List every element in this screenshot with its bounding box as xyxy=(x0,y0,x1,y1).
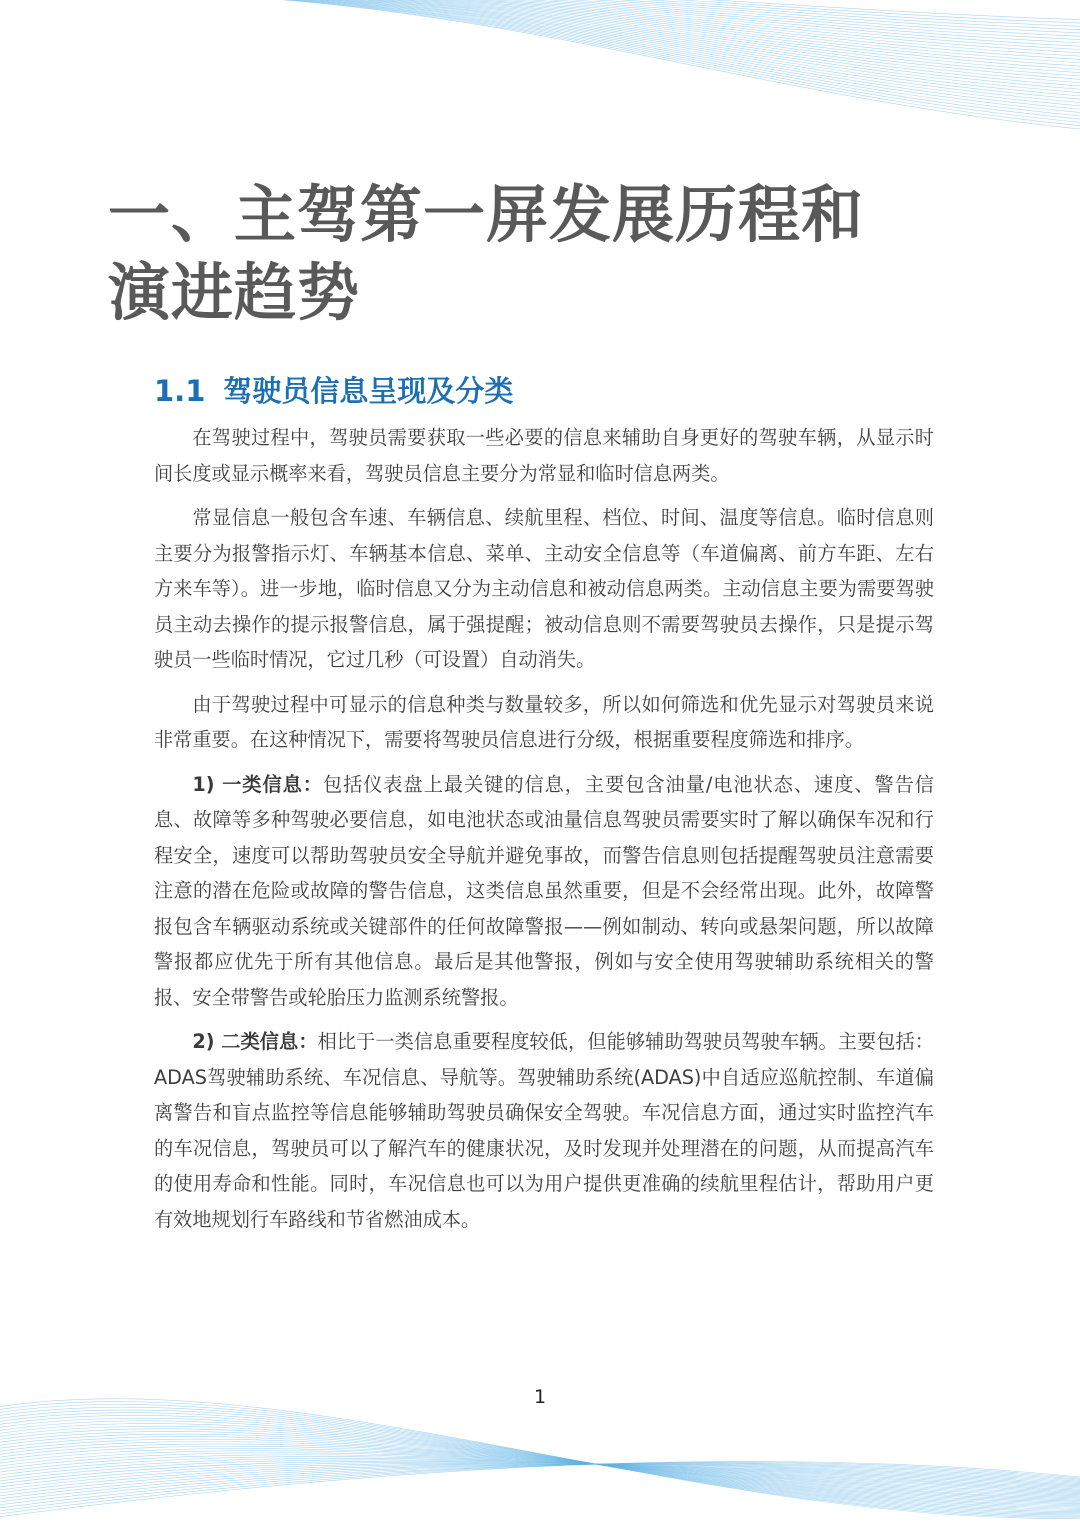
paragraph-class-1 xyxy=(154,767,934,1016)
wave-line xyxy=(0,1426,1080,1507)
wave-line xyxy=(260,0,1080,97)
wave-line xyxy=(260,0,1080,57)
wave-line xyxy=(0,1463,1080,1509)
wave-line xyxy=(260,0,1080,77)
section-title: 驾驶员信息呈现及分类 xyxy=(223,374,514,408)
wave-line xyxy=(260,0,1080,103)
wave-line xyxy=(260,0,1080,73)
wave-line xyxy=(260,0,1080,110)
wave-line xyxy=(260,0,1080,117)
wave-line xyxy=(260,0,1080,67)
wave-line xyxy=(260,0,1080,80)
wave-line xyxy=(260,0,1080,87)
wave-line xyxy=(260,0,1080,93)
wave-line xyxy=(260,0,1080,43)
wave-line xyxy=(260,0,1080,127)
wave-line xyxy=(0,1446,1080,1498)
wave-line xyxy=(260,0,1080,113)
wave-line xyxy=(260,0,1080,30)
wave-line xyxy=(0,1455,1080,1494)
wave-line xyxy=(0,1464,1080,1503)
wave-line xyxy=(0,1448,1080,1497)
class-2-lead: 2) 二类信息： xyxy=(192,1030,318,1053)
wave-line xyxy=(260,0,1080,60)
wave-line xyxy=(0,1415,1080,1511)
wave-line xyxy=(260,0,1080,90)
wave-line xyxy=(0,1462,1080,1515)
wave-line xyxy=(0,1407,1080,1515)
top-wave-decoration xyxy=(0,0,1080,140)
wave-line xyxy=(260,0,1080,63)
wave-line xyxy=(0,1404,1080,1516)
wave-line xyxy=(0,1442,1080,1501)
wave-line xyxy=(0,1444,1080,1500)
wave-line xyxy=(260,0,1080,70)
wave-line xyxy=(0,1460,1080,1491)
wave-line xyxy=(260,0,1080,20)
chapter-title-line-2: 演进趋势 xyxy=(108,256,361,329)
paragraph-1: 在驾驶过程中，驾驶员需要获取一些必要的信息来辅助自身更好的驾驶车辆，从显示时间长度或显示概率来看，驾驶员信息主要分为常显和临时信息两类。 xyxy=(154,426,934,485)
wave-line xyxy=(0,1464,1080,1506)
wave-line xyxy=(260,0,1080,37)
wave-line xyxy=(0,1453,1080,1496)
wave-line xyxy=(260,0,1080,107)
class-1-body: 包括仪表盘上最关键的信息，主要包含油量/电池状态、速度、警告信息、故障等多种驾驶必要信息，如电池状态或油量信息驾驶员需要实时了解以确保车况和行程安全，速度可以帮助驾驶员安全导航并避免事故，而警告信息则包括提醒驾驶员注意需要注意的潜在危险或故障的警告信息，这类信息虽然重要，但是不会经常出现。此外，故障警报包含车辆驱动系统或关键部件的任何故障警报——例如制动、转向或悬架问题，所以故障警报都应优先于所有其他信息。最后是其他警报，例如与安全使用驾驶辅助系统相关的警报、安全带警告或轮胎压力监测系统警报。 xyxy=(154,772,934,1009)
wave-line xyxy=(0,1461,1080,1490)
wave-line xyxy=(0,1437,1080,1503)
wave-line xyxy=(260,0,1080,130)
page-number: 1 xyxy=(533,1386,547,1408)
wave-line xyxy=(0,1413,1080,1513)
wave-line xyxy=(0,1421,1080,1510)
wave-line xyxy=(0,1462,1080,1489)
wave-line xyxy=(0,1461,1080,1518)
wave-line xyxy=(0,1434,1080,1504)
wave-line xyxy=(0,1464,1080,1495)
wave-line xyxy=(0,1402,1080,1518)
wave-line xyxy=(0,1458,1080,1492)
wave-line xyxy=(260,0,1080,83)
wave-line xyxy=(260,0,1080,33)
wave-line xyxy=(0,1463,1080,1512)
wave-line xyxy=(260,0,1080,100)
paragraph-2: 常显信息一般包含车速、车辆信息、续航里程、档位、时间、温度等信息。临时信息则主要分为报警指示灯、车辆基本信息、菜单、主动安全信息等（车道偏离、前方车距、左右方来车等）。进一步地，临时信息又分为主动信息和被动信息两类。主动信息主要为需要驾驶员主动去操作的提示报警信息，属于强提醒；被动信息则不需要驾驶员去操作，只是提示驾驶员一些临时情况，它过几秒（可设置）自动消失。 xyxy=(154,506,934,671)
chapter-title xyxy=(108,176,968,332)
wave-line xyxy=(0,1424,1080,1509)
paragraph-3: 由于驾驶过程中可显示的信息种类与数量较多，所以如何筛选和优先显示对驾驶员来说非常重要。在这种情况下，需要将驾驶员信息进行分级，根据重要程度筛选和排序。 xyxy=(154,692,934,751)
wave-line xyxy=(260,0,1080,123)
wave-line xyxy=(0,1457,1080,1494)
wave-line xyxy=(0,1431,1080,1505)
wave-line xyxy=(260,0,1080,47)
wave-line xyxy=(260,0,1080,27)
chapter-title-line-1: 一、主驾第一屏发展历程和 xyxy=(108,178,865,251)
wave-line xyxy=(0,1464,1080,1500)
wave-line xyxy=(260,0,1080,40)
paragraph-class-2 xyxy=(154,1024,934,1237)
wave-line xyxy=(0,1399,1080,1519)
wave-line xyxy=(260,0,1080,50)
wave-line xyxy=(0,1418,1080,1510)
wave-line xyxy=(0,1439,1080,1502)
wave-line xyxy=(0,1429,1080,1506)
wave-line xyxy=(0,1463,1080,1491)
body-text xyxy=(154,420,934,1246)
wave-line xyxy=(260,0,1080,53)
section-number: 1.1 xyxy=(154,374,206,408)
wave-line xyxy=(0,1410,1080,1514)
wave-line xyxy=(260,0,1080,120)
class-2-body: 相比于一类信息重要程度较低，但能够辅助驾驶员驾驶车辆。主要包括：ADAS驾驶辅助系统、车况信息、导航等。驾驶辅助系统(ADAS)中自适应巡航控制、车道偏离警告和盲点监控等信息能够辅助驾驶员确保安全驾驶。车况信息方面，通过实时监控汽车的车况信息，驾驶员可以了解汽车的健康状况，及时发现并处理潜在的问题，从而提高汽车的使用寿命和性能。同时，车况信息也可以为用户提供更准确的续航里程估计，帮助用户更有效地规划行车路线和节省燃油成本。 xyxy=(154,1030,934,1231)
class-1-lead: 1) 一类信息： xyxy=(192,772,323,796)
wave-line xyxy=(0,1451,1080,1497)
wave-line xyxy=(260,0,1080,23)
section-heading xyxy=(154,368,513,414)
wave-line xyxy=(0,1464,1080,1497)
